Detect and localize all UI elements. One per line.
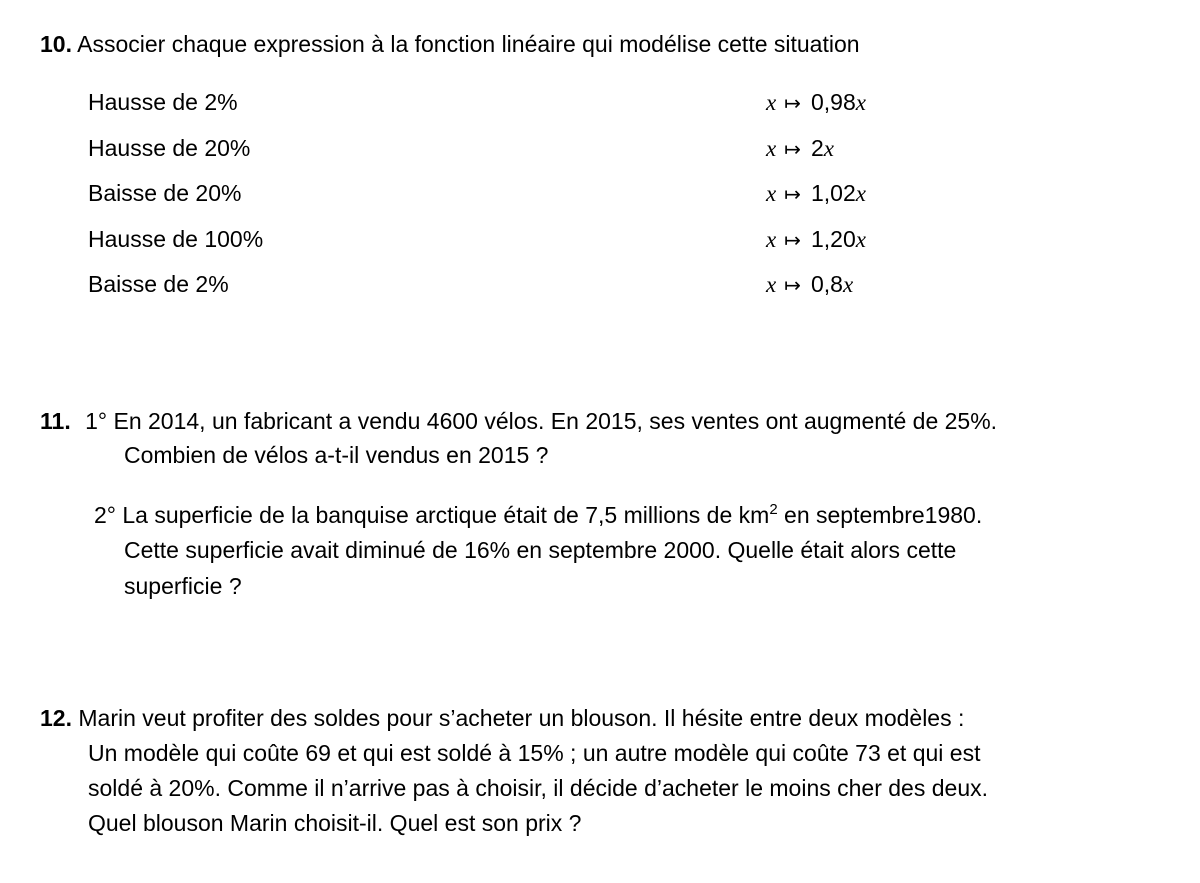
exercise-11-part-2-line-1 [94, 502, 982, 529]
exercise-12-text: Marin veut profiter des soldes pour s’acheter un blouson. Il hésite entre deux modèles : [78, 705, 965, 731]
function-variable: x [823, 136, 834, 161]
function-variable: x [766, 227, 777, 252]
linear-function-4 [766, 226, 866, 253]
exercise-10-header [40, 31, 860, 58]
exercise-11-part-2-line-2: Cette superficie avait diminué de 16% en septembre 2000. Quelle était alors cette [124, 537, 957, 563]
exercise-11-part-1-line-2: Combien de vélos a-t-il vendus en 2015 ? [124, 442, 549, 468]
expression-5: Baisse de 2% [88, 271, 229, 297]
maps-to-arrow-icon: ↦ [784, 182, 801, 206]
exercise-11-part-2-text-b: en septembre1980. [777, 502, 983, 528]
exercise-11-part-2-line-3: superficie ? [124, 573, 242, 599]
function-coefficient: 1,02 [810, 180, 856, 206]
function-variable: x [855, 90, 866, 115]
function-variable: x [766, 272, 777, 297]
function-variable: x [766, 136, 777, 161]
function-variable: x [766, 181, 777, 206]
exercise-12-line-2: Un modèle qui coûte 69 et qui est soldé à 15% ; un autre modèle qui coûte 73 et qui est [88, 740, 981, 766]
function-coefficient: 1,20 [810, 226, 856, 252]
expression-4: Hausse de 100% [88, 226, 264, 252]
linear-function-2 [766, 135, 834, 162]
exercise-12-line-4: Quel blouson Marin choisit-il. Quel est son prix ? [88, 810, 582, 836]
function-variable: x [766, 90, 777, 115]
exercise-10-prompt: Associer chaque expression à la fonction linéaire qui modélise cette situation [77, 31, 860, 57]
function-variable: x [855, 181, 866, 206]
function-coefficient: 0,8 [810, 271, 843, 297]
exercise-11-line-1 [40, 408, 997, 435]
linear-function-1 [766, 89, 866, 116]
function-coefficient: 2 [810, 135, 824, 161]
exercise-12-number: 12. [40, 705, 72, 731]
function-variable: x [842, 272, 854, 297]
expression-2: Hausse de 20% [88, 135, 251, 161]
function-coefficient: 0,98 [810, 89, 856, 115]
function-variable: x [855, 227, 866, 252]
exercise-12-line-3: soldé à 20%. Comme il n’arrive pas à choisir, il décide d’acheter le moins cher des deux. [88, 775, 988, 801]
exercise-11-part-1-text: 1° En 2014, un fabricant a vendu 4600 vélos. En 2015, ses ventes ont augmenté de 25%. [85, 408, 998, 434]
superscript-exponent: 2 [769, 501, 778, 518]
exercise-11-part-2-text-a: 2° La superficie de la banquise arctique était de 7,5 millions de km [94, 502, 770, 528]
exercise-11-number: 11. [40, 408, 71, 434]
exercise-10-number: 10. [40, 31, 72, 57]
maps-to-arrow-icon: ↦ [784, 91, 801, 115]
exercise-12-line-1 [40, 705, 964, 732]
maps-to-arrow-icon: ↦ [784, 273, 801, 297]
maps-to-arrow-icon: ↦ [784, 137, 801, 161]
linear-function-3 [766, 180, 866, 207]
expression-1: Hausse de 2% [88, 89, 238, 115]
expression-3: Baisse de 20% [88, 180, 242, 206]
maps-to-arrow-icon: ↦ [784, 228, 801, 252]
linear-function-5 [766, 271, 853, 298]
